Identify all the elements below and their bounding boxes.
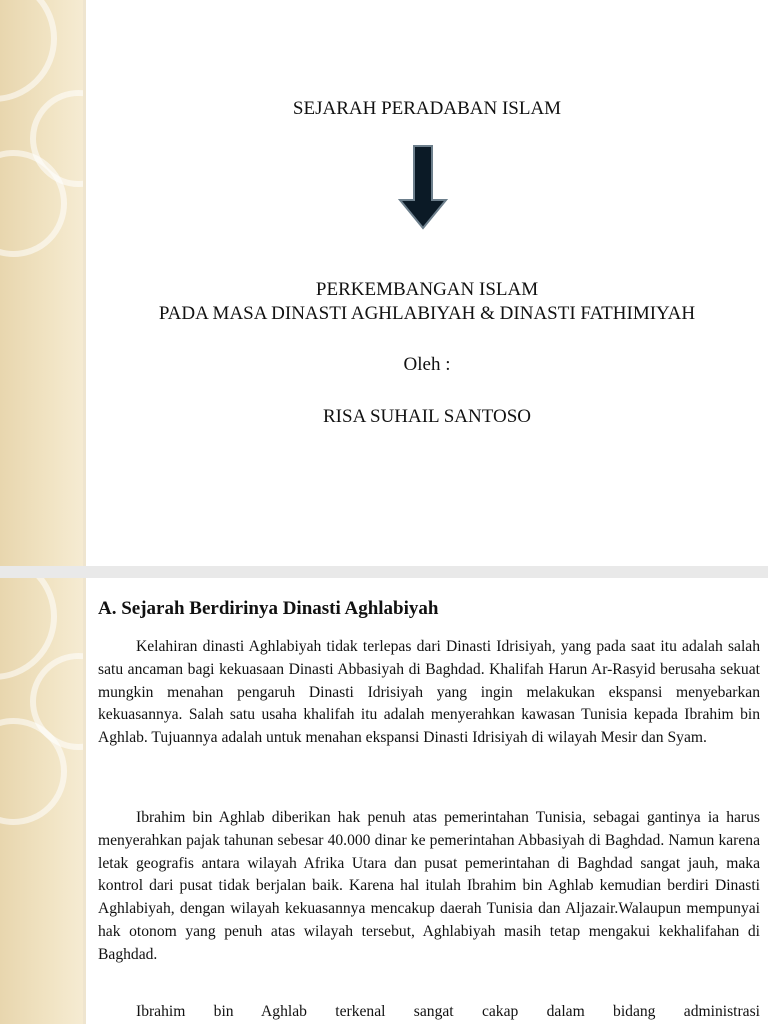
decorative-ring bbox=[0, 0, 57, 102]
content-slide bbox=[0, 578, 768, 1024]
by-label: Oleh : bbox=[403, 354, 451, 375]
arrow-down-icon bbox=[396, 144, 450, 232]
paragraph: Kelahiran dinasti Aghlabiyah tidak terlepas dari Dinasti Idrisiyah, yang pada saat itu adalah salah satu ancaman bagi kekuasaan Dinasti Abbasiyah di Baghdad. Khalifah Harun Ar-Rasyid berusaha sekuat mungkin menahan pengaruh Dinasti Idrisiyah yang ingin melakukan ekspansi menyebarkan kekuasannya. Salah satu usaha khalifah itu adalah menyerahkan kawasan Tunisia kepada Ibrahim bin Aghlab. Tujuannya adalah untuk menahan ekspansi Dinasti Idrisiyah di wilayah Mesir dan Syam. bbox=[98, 638, 760, 747]
subtitle-line-1: PERKEMBANGAN ISLAM bbox=[315, 279, 539, 300]
decorative-band bbox=[0, 0, 86, 566]
slide-divider bbox=[0, 566, 768, 578]
paragraph: Ibrahim bin Aghlab terkenal sangat cakap dalam bidang administrasi bbox=[136, 1003, 760, 1020]
paragraph: Ibrahim bin Aghlab diberikan hak penuh atas pemerintahan Tunisia, sebagai gantinya ia harus menyerahkan pajak tahunan sebesar 40.000 dinar ke pemerintahan Abbasiyah di Baghdad. Namun karena letak geografis antara wilayah Afrika Utara dan pusat pemerintahan di Baghdad sangat jauh, maka kontrol dari pusat tidak berjalan baik. Karena hal itulah Ibrahim bin Aghlab kemudian berdiri Dinasti Aghlabiyah, dengan wilayah kekuasannya mencakup daerah Tunisia dan Aljazair.Walaupun mempunyai hak otonom yang penuh atas wilayah tersebut, Aghlabiyah masih tetap mengakui kekhalifahan di Baghdad. bbox=[98, 809, 760, 963]
subtitle-line-2: PADA MASA DINASTI AGHLABIYAH & DINASTI FATHIMIYAH bbox=[158, 303, 696, 324]
decorative-band bbox=[0, 578, 86, 1024]
author-name: RISA SUHAIL SANTOSO bbox=[323, 406, 531, 427]
section-heading: A. Sejarah Berdirinya Dinasti Aghlabiyah bbox=[98, 598, 439, 619]
presentation-title: SEJARAH PERADABAN ISLAM bbox=[292, 98, 562, 119]
